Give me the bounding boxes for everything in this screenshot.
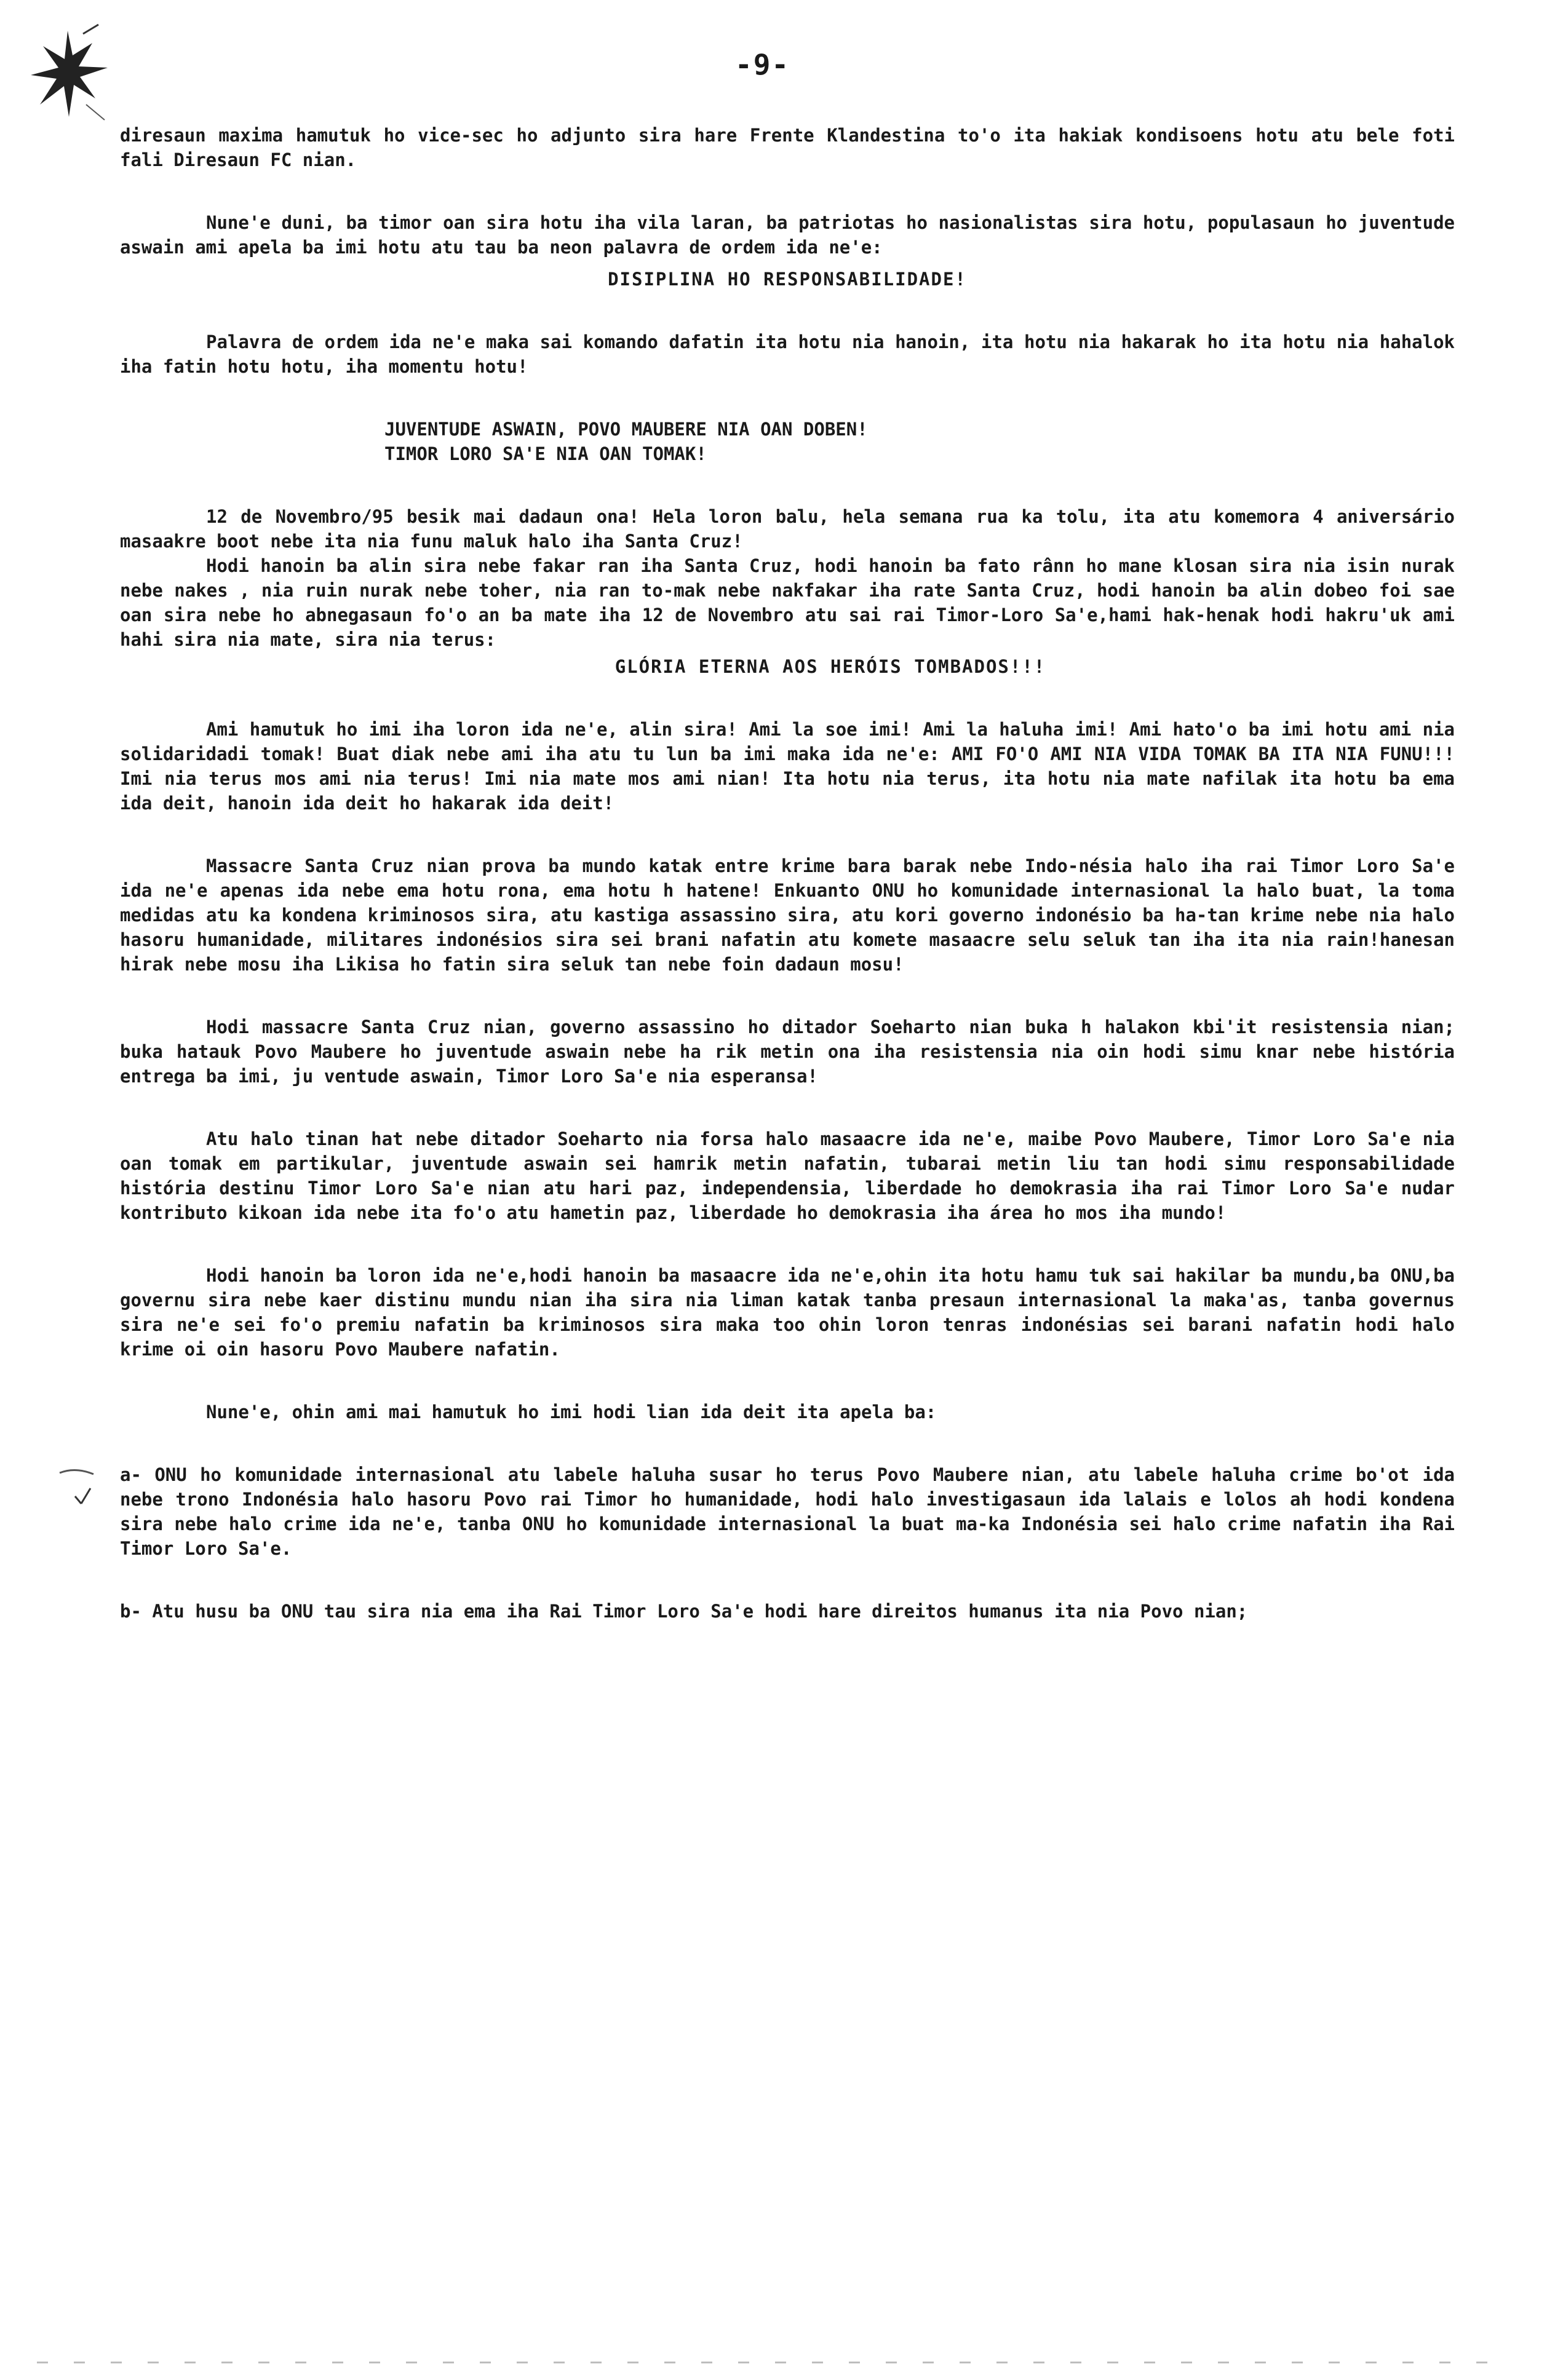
scan-edge-line <box>37 2362 1513 2363</box>
margin-check-icon <box>57 1461 106 1510</box>
slogan-line: JUVENTUDE ASWAIN, POVO MAUBERE NIA OAN DOBEN! <box>384 419 868 440</box>
paragraph: diresaun maxima hamutuk ho vice-sec ho adjunto sira hare Frente Klandestina to'o ita hakiak kondisoens hotu atu bele foti fali Diresaun FC nian. <box>120 125 1455 170</box>
slogan-heading: GLÓRIA ETERNA AOS HERÓIS TOMBADOS!!! <box>614 656 1046 677</box>
paragraph-text: 12 de Novembro/95 besik mai dadaun ona! Hela loron balu, hela semana rua ka tolu, ita atu komemora 4 aniversário masaakre boot nebe ita nia funu maluk halo iha Santa Cruz! <box>120 506 1455 552</box>
paragraph: Atu halo tinan hat nebe ditador Soeharto nia forsa halo masaacre ida ne'e, maibe Povo Maubere, Timor Loro Sa'e nia oan tomak em partikular, juventude aswain sei hamrik metin nafatin, tubarai metin liu tan hodi simu responsabilidade história destinu Timor Loro Sa'e nian atu hari paz, independensia, liberdade ho demokrasia iha rai Timor Loro Sa'e nudar kontributo kikoan ida nebe ita fo'o atu hametin paz, liberdade ho demokrasia iha área ho mos iha mundo! <box>120 1129 1455 1223</box>
list-item: b- Atu husu ba ONU tau sira nia ema iha Rai Timor Loro Sa'e hodi hare direitos humanus ita nia Povo nian; <box>120 1601 1248 1622</box>
paragraph: Palavra de ordem ida ne'e maka sai komando dafatin ita hotu nia hanoin, ita hotu nia hakarak ho ita hotu nia hahalok iha fatin hotu hotu, iha momentu hotu! <box>120 331 1455 377</box>
page-number: -9- <box>735 48 790 81</box>
paragraph: Nune'e duni, ba timor oan sira hotu iha vila laran, ba patriotas ho nasionalistas sira hotu, populasaun ho juventude aswain ami apela ba imi hotu atu tau ba neon palavra de ordem ida ne'e: <box>120 212 1455 258</box>
document-body <box>120 123 1455 1662</box>
slogan-line: TIMOR LORO SA'E NIA OAN TOMAK! <box>384 443 707 464</box>
paragraph: Hodi massacre Santa Cruz nian, governo assassino ho ditador Soeharto nian buka h halakon kbi'it resistensia nian; buka hatauk Povo Maubere ho juventude aswain nebe ha rik metin ona iha resistensia nia oin hodi simu knar nebe história entrega ba imi, ju ventude aswain, Timor Loro Sa'e nia esperansa! <box>120 1017 1455 1087</box>
paragraph <box>120 504 1455 553</box>
slogan-block <box>384 417 1455 466</box>
paragraph: Nune'e, ohin ami mai hamutuk ho imi hodi lian ida deit ita apela ba: <box>206 1402 937 1422</box>
slogan-heading: DISIPLINA HO RESPONSABILIDADE! <box>608 269 967 290</box>
paragraph: Ami hamutuk ho imi iha loron ida ne'e, alin sira! Ami la soe imi! Ami la haluha imi! Ami hato'o ba imi hotu ami nia solidaridadi tomak! Buat diak nebe ami iha atu tu lun ba imi maka ida ne'e: AMI FO'O AMI NIA VIDA TOMAK BA ITA NIA FUNU!!! Imi nia terus mos ami nia terus! Imi nia mate mos ami nian! Ita hotu nia terus, ita hotu nia mate nafilak ita hotu ba ema ida deit, hanoin ida deit ho hakarak ida deit! <box>120 719 1455 814</box>
paragraph-text: Hodi hanoin ba alin sira nebe fakar ran iha Santa Cruz, hodi hanoin ba fato rânn ho mane klosan sira nia isin nurak nebe nakes , nia ruin nurak nebe toher, nia ran to-mak nebe nakfakar iha rate Santa Cruz, hodi hanoin ba alin dobeo foi sae oan sira nebe ho abnegasaun fo'o an ba mate iha 12 de Novembro atu sai rai Timor-Loro Sa'e,hami hak-henak hodi hakru'uk ami hahi sira nia mate, sira nia terus: <box>120 555 1455 650</box>
list-item: a- ONU ho komunidade internasional atu labele haluha susar ho terus Povo Maubere nian, atu labele haluha crime bo'ot ida nebe trono Indonésia halo hasoru Povo rai Timor ho humanidade, hodi halo investigasaun ida lalais e lolos ah hodi kondena sira nebe halo crime ida ne'e, tanba ONU ho komunidade internasional la buat ma-ka Indonésia sei halo crime nafatin iha Rai Timor Loro Sa'e. <box>120 1464 1455 1559</box>
paragraph: Massacre Santa Cruz nian prova ba mundo katak entre krime bara barak nebe Indo-nésia halo iha rai Timor Loro Sa'e ida ne'e apenas ida nebe ema hotu rona, ema hotu h hatene! Enkuanto ONU ho komunidade internasional la halo buat, la toma medidas atu ka kondena kriminosos sira, atu kastiga assassino sira, atu kori governo indonésio ba ha-tan krime nebe nia halo hasoru humanidade, militares indonésios sira sei brani nafatin atu komete masaacre selu seluk tan iha ita nia rain!hanesan hirak nebe mosu iha Likisa ho fatin sira seluk tan nebe foin dadaun mosu! <box>120 855 1455 975</box>
paragraph: Hodi hanoin ba loron ida ne'e,hodi hanoin ba masaacre ida ne'e,ohin ita hotu hamu tuk sai hakilar ba mundu,ba ONU,ba governu sira nebe kaer distinu mundu nian iha sira nia liman katak tanba presaun internasional la maka'as, tanba governus sira ne'e sei fo'o premiu nafatin ba kriminosos sira maka too ohin loron tenras indonésias sei barani nafatin hodi halo krime oi oin hasoru Povo Maubere nafatin. <box>120 1265 1455 1360</box>
paragraph <box>120 553 1455 679</box>
ink-blot-icon <box>25 18 117 123</box>
